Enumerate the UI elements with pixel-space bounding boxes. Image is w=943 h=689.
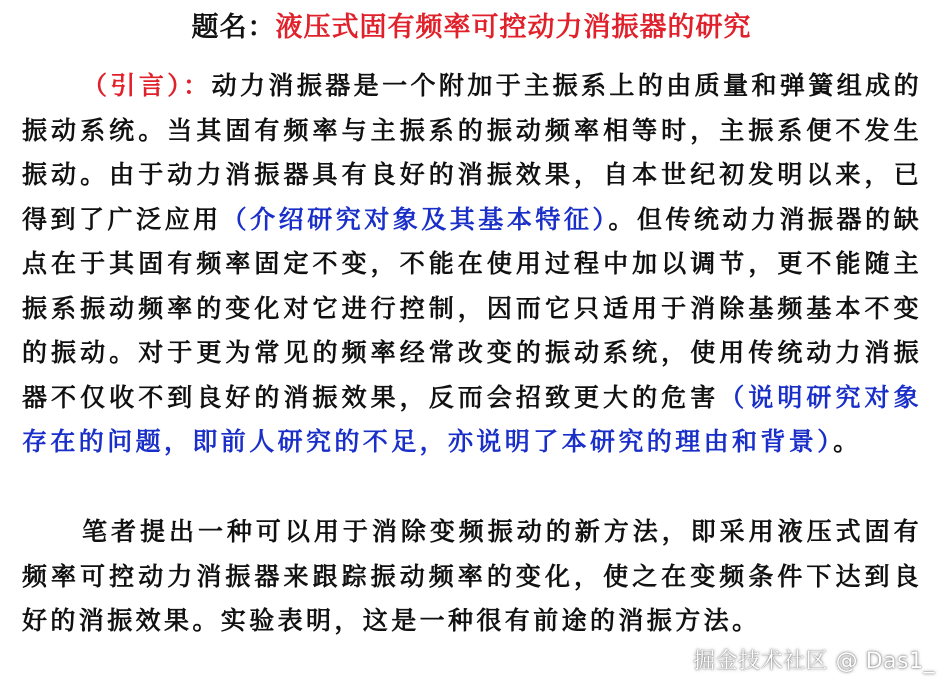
annotation-note-2: （说明研究对象存在的问题，即前人研究的不足，亦说明了本研究的理由和背景） — [22, 382, 922, 456]
document-title — [0, 8, 943, 48]
introduction-paragraph — [22, 64, 922, 465]
method-text: 笔者提出一种可以用于消除变频振动的新方法，即采用液压式固有频率可控动力消振器来跟踪振动频率的变化，使之在变频条件下达到良好的消振效果。实验表明，这是一种很有前途的消振方法。 — [22, 517, 922, 635]
intro-colon: ： — [183, 71, 212, 100]
watermark: 掘金技术社区 @ Das1_ — [693, 649, 935, 674]
annotation-note-1: （介绍研究对象及其基本特征） — [221, 204, 609, 234]
intro-label: （引言） — [82, 71, 184, 100]
intro-text-ending: 。 — [833, 427, 862, 456]
method-paragraph — [22, 510, 922, 644]
intro-text-segment-2: 。但传统动力消振器的缺点在于其固有频率固定不变，不能在使用过程中加以调节，更不能随主振系振动频率的变化对它进行控制，因而它只适用于消除基频基本不变的振动。对于更为常见的频率经常改变的振动系统，使用传统动力消振器不仅收不到良好的消振效果，反而会招致更大的危害 — [22, 204, 922, 412]
title-label: 题名： — [191, 12, 276, 43]
intro-text-segment-1: 动力消振器是一个附加于主振系上的由质量和弹簧组成的振动系统。当其固有频率与主振系的振动频率相等时，主振系便不发生振动。由于动力消振器具有良好的消振效果，自本世纪初发明以来，已得到了广泛应用 — [22, 71, 922, 234]
title-text: 液压式固有频率可控动力消振器的研究 — [275, 12, 752, 43]
